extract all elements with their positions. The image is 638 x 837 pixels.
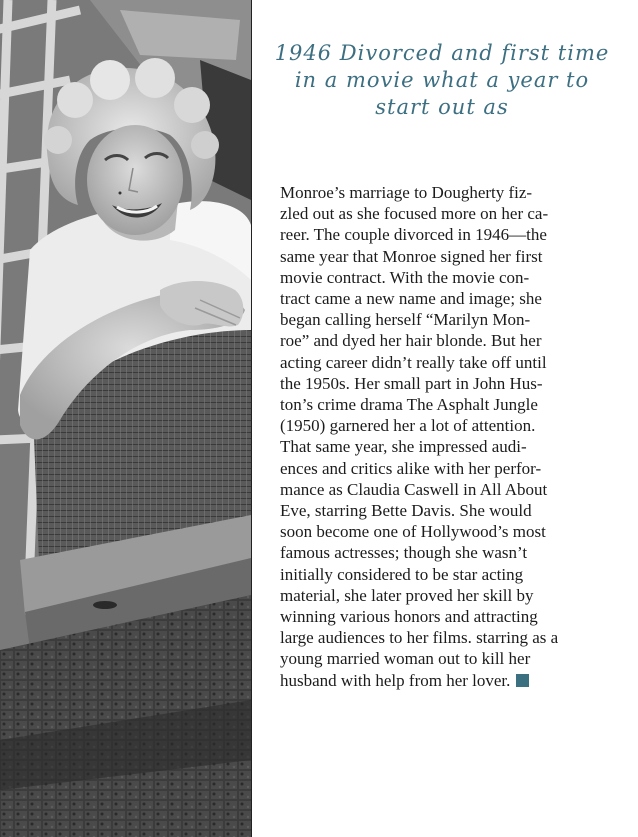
section-heading: 1946 Divorced and first time in a movie what a year to start out as [274,41,610,119]
photograph-woman-at-window [0,0,252,837]
body-text: Monroe’s marriage to Dougherty fiz- zled out as she focused more on her ca- reer. The couple divorced in 1946—the same year that Monroe signed her first movie contract. With the movie con- tract came a new name and image; she began calling herself “Marilyn Mon- roe” and dyed her hair blonde. But her acting career didn’t really take off until the 1950s. Her small part in John Hus- ton’s crime drama The Asphalt Jungle (1950) garnered her a lot of attention. That same year, she impressed audi- ences and critics alike with her perfor- mance as Claudia Caswell in All About Eve, starring Bette Davis. She would soon become one of Hollywood’s most famous actresses; though she wasn’t initially considered to be star acting material, she later proved her skill by winning various honors and attracting large audiences to her films. starring as a young married woman out to kill her husband with help from her lover. [280,183,559,690]
photo-illustration [0,0,251,837]
end-of-article-marker [516,674,529,687]
body-paragraph [280,182,560,691]
